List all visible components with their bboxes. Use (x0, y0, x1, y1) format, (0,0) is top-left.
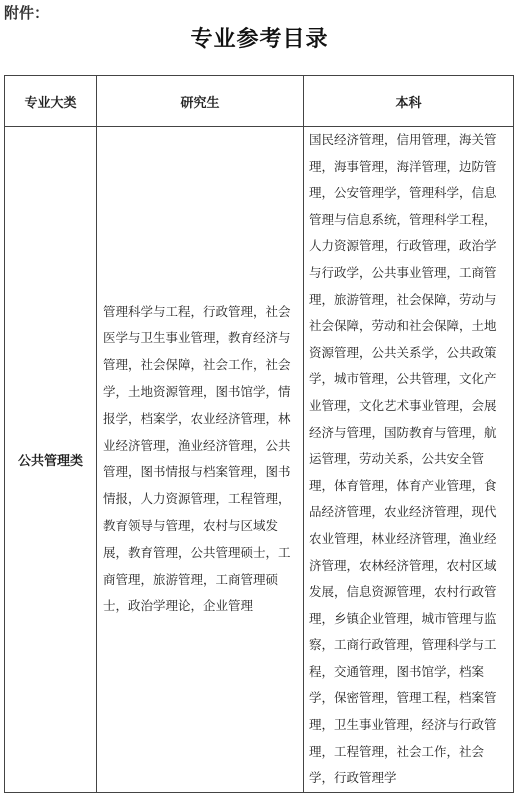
undergraduate-majors-text: 国民经济管理，信用管理，海关管理，海事管理，海洋管理，边防管理，公安管理学，管理科学，信息管理与信息系统，管理科学工程，人力资源管理，行政管理，政治学与行政学，公共事业管理，工商管理，旅游管理，社会保障，劳动与社会保障，劳动和社会保障，土地资源管理，公共关系学，公共政策学，城市管理，公共管理，文化产业管理，文化艺术事业管理，会展经济与管理，国防教育与管理，航运管理，劳动关系，公共安全管理，体育管理，体育产业管理，食品经济管理，农业经济管理，现代农业管理，林业经济管理，渔业经济管理，农林经济管理，农村区域发展，信息资源管理，农村行政管理，乡镇企业管理，城市管理与监察，工商行政管理，管理科学与工程，交通管理，图书馆学，档案学，保密管理，管理工程，档案管理，卫生事业管理，经济与行政管理，工程管理，社会工作，社会学，行政管理学 (309, 132, 497, 786)
header-graduate: 研究生 (97, 76, 304, 127)
header-major-category: 专业大类 (5, 76, 97, 127)
header-undergraduate: 本科 (304, 76, 514, 127)
page-title: 专业参考目录 (190, 27, 329, 52)
table-header-row (5, 76, 514, 127)
undergraduate-majors-cell (304, 127, 514, 793)
graduate-majors-cell (97, 127, 304, 793)
major-reference-table (4, 75, 514, 793)
category-cell: 公共管理类 (5, 127, 97, 793)
attachment-label: 附件： (4, 4, 50, 22)
graduate-majors-text: 管理科学与工程，行政管理，社会医学与卫生事业管理，教育经济与管理，社会保障，社会工作，社会学，土地资源管理，图书馆学，情报学，档案学，农业经济管理，林业经济管理，渔业经济管理，公共管理，图书情报与档案管理，图书情报，人力资源管理，工程管理，教育领导与管理，农村与区域发展，教育管理，公共管理硕士，工商管理，旅游管理，工商管理硕士，政治学理论，企业管理 (103, 303, 291, 614)
table-row (5, 127, 514, 793)
